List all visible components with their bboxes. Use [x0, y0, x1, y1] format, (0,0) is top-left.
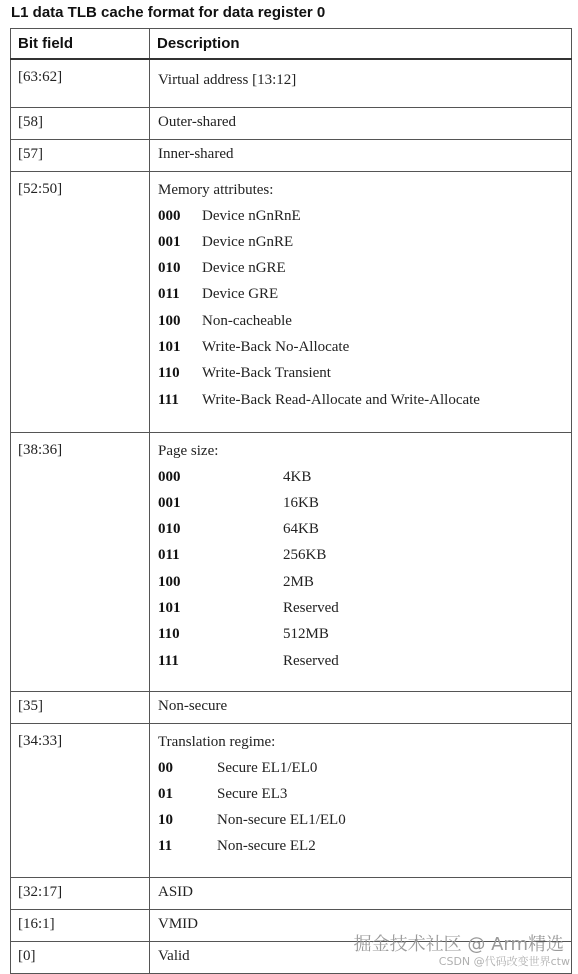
table-title: L1 data TLB cache format for data register 0: [11, 4, 326, 21]
description-cell: [150, 171, 572, 432]
bit-field-cell: [0]: [11, 941, 150, 973]
table-row: [11, 59, 572, 107]
encoding-row: [158, 308, 563, 334]
bit-field-cell: [57]: [11, 139, 150, 171]
encoding-text: Device GRE: [202, 286, 279, 303]
encoding-text: Secure EL3: [217, 785, 288, 802]
table-header-row: [11, 29, 572, 60]
table-row: [11, 107, 572, 139]
encoding-row: [158, 542, 563, 568]
bit-field-cell: [32:17]: [11, 877, 150, 909]
encoding-text: Device nGRE: [202, 260, 286, 277]
encoding-code: 11: [158, 838, 173, 855]
encoding-code: 010: [158, 260, 181, 277]
description-cell: Non-secure: [150, 691, 572, 723]
bit-field-cell: [34:33]: [11, 723, 150, 877]
encoding-row: [158, 281, 563, 307]
description-cell: Outer-shared: [150, 107, 572, 139]
encoding-code: 101: [158, 338, 181, 355]
encoding-code: 011: [158, 286, 180, 303]
encoding-code: 110: [158, 365, 180, 382]
page-size-label: Page size:: [158, 442, 219, 459]
bit-field-cell: [58]: [11, 107, 150, 139]
encoding-text: Non-secure EL2: [217, 838, 316, 855]
encoding-row: [158, 360, 563, 386]
encoding-code: 101: [158, 599, 181, 616]
encoding-code: 100: [158, 573, 181, 590]
encoding-text: Device nGnRnE: [202, 207, 301, 224]
encoding-text: Device nGnRE: [202, 233, 294, 250]
encoding-text: 512MB: [283, 626, 329, 643]
encoding-row: [158, 595, 563, 621]
encoding-text: 256KB: [283, 547, 327, 564]
encoding-row: [158, 781, 563, 807]
encoding-code: 000: [158, 207, 181, 224]
encoding-code: 000: [158, 468, 181, 485]
encoding-text: Non-secure EL1/EL0: [217, 812, 346, 829]
translation-regime-label: Translation regime:: [158, 733, 276, 750]
description-cell: [150, 432, 572, 691]
table-row: [11, 877, 572, 909]
encoding-code: 01: [158, 785, 173, 802]
tlb-format-table: [10, 28, 572, 974]
encoding-code: 10: [158, 812, 173, 829]
encoding-row: [158, 755, 563, 781]
encoding-text: Non-cacheable: [202, 312, 292, 329]
encoding-code: 111: [158, 652, 179, 669]
encoding-row: [158, 490, 563, 516]
encoding-row: [158, 833, 563, 859]
bit-field-cell: [16:1]: [11, 909, 150, 941]
description-cell: Valid: [150, 941, 572, 973]
header-description: Description: [150, 29, 572, 60]
encoding-row: [158, 621, 563, 647]
encoding-code: 001: [158, 494, 181, 511]
encoding-text: 4KB: [283, 468, 312, 485]
encoding-text: Secure EL1/EL0: [217, 759, 318, 776]
encoding-row: [158, 229, 563, 255]
encoding-row: [158, 203, 563, 229]
header-bit-field: Bit field: [11, 29, 150, 60]
encoding-row: [158, 569, 563, 595]
encoding-code: 010: [158, 521, 181, 538]
description-cell: VMID: [150, 909, 572, 941]
encoding-text: 16KB: [283, 494, 319, 511]
description-cell: [150, 723, 572, 877]
description-cell: Virtual address [13:12]: [150, 59, 572, 107]
bit-field-cell: [52:50]: [11, 171, 150, 432]
watermark-primary: 掘金技术社区 @ Arm精选: [353, 934, 564, 955]
encoding-row: [158, 387, 563, 413]
encoding-code: 100: [158, 312, 181, 329]
encoding-row: [158, 255, 563, 281]
table-row: [11, 432, 572, 691]
encoding-code: 110: [158, 626, 180, 643]
encoding-text: Write-Back Read-Allocate and Write-Allocate: [202, 391, 480, 408]
encoding-text: Write-Back No-Allocate: [202, 338, 350, 355]
encoding-text: Reserved: [283, 599, 339, 616]
encoding-row: [158, 464, 563, 490]
encoding-code: 011: [158, 547, 180, 564]
encoding-text: 64KB: [283, 521, 319, 538]
table-row: [11, 171, 572, 432]
encoding-code: 111: [158, 391, 179, 408]
encoding-text: Write-Back Transient: [202, 365, 331, 382]
encoding-row: [158, 648, 563, 674]
description-cell: Inner-shared: [150, 139, 572, 171]
encoding-code: 001: [158, 233, 181, 250]
bit-field-cell: [38:36]: [11, 432, 150, 691]
bit-field-cell: [35]: [11, 691, 150, 723]
description-cell: ASID: [150, 877, 572, 909]
table-row: [11, 691, 572, 723]
watermark-secondary: CSDN @代码改变世界ctw: [438, 955, 570, 968]
memory-attributes-label: Memory attributes:: [158, 181, 274, 198]
encoding-code: 00: [158, 759, 173, 776]
encoding-text: Reserved: [283, 652, 339, 669]
bit-field-cell: [63:62]: [11, 59, 150, 107]
table-row: [11, 723, 572, 877]
table-row: [11, 139, 572, 171]
encoding-row: [158, 807, 563, 833]
encoding-row: [158, 334, 563, 360]
encoding-row: [158, 516, 563, 542]
encoding-text: 2MB: [283, 573, 314, 590]
